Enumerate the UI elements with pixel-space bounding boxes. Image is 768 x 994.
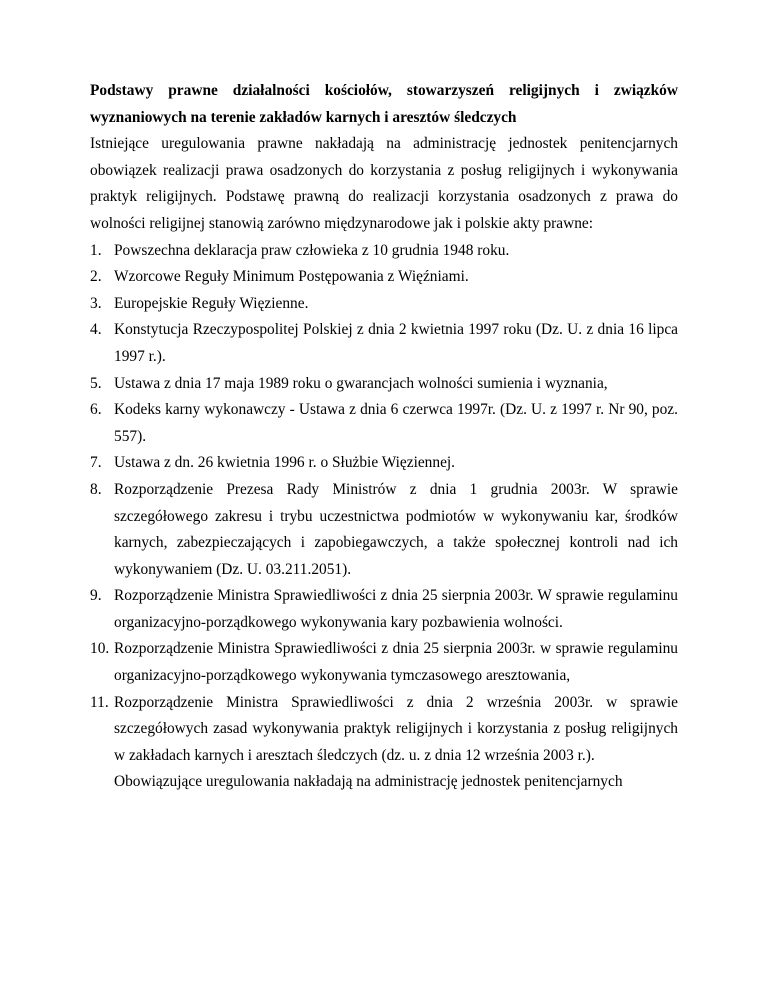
list-item-number: 6. [90, 401, 102, 419]
list-item [90, 690, 678, 770]
list-item [90, 317, 678, 370]
closing-paragraph: Obowiązujące uregulowania nakładają na administrację jednostek penitencjarnych [114, 773, 623, 791]
list-item-number: 3. [90, 294, 102, 312]
list-item-text: Ustawa z dnia 17 maja 1989 roku o gwarancjach wolności sumienia i wyznania, [114, 374, 608, 392]
list-item [90, 636, 678, 689]
list-item-number: 4. [90, 321, 102, 339]
list-item-text: Ustawa z dn. 26 kwietnia 1996 r. o Służbie Więziennej. [114, 454, 456, 472]
intro-paragraph: Istniejące uregulowania prawne nakładają na administrację jednostek penitencjarnych obowiązek realizacji prawa osadzonych do korzystania z posług religijnych i wykonywania praktyk religijnych. Podstawę prawną do realizacji korzystania osadzonych z prawa do wolności religijnej stanowią zarówno międzynarodowe jak i polskie akty prawne: [90, 135, 678, 232]
list-item-number: 8. [90, 480, 102, 498]
legal-acts-list [90, 238, 678, 770]
list-item-number: 9. [90, 587, 102, 605]
list-item-number: 7. [90, 454, 102, 472]
list-item-text: Wzorcowe Reguły Minimum Postępowania z Więźniami. [114, 268, 469, 286]
document-page [90, 78, 678, 796]
list-item-text: Rozporządzenie Ministra Sprawiedliwości z dnia 2 września 2003r. w sprawie szczegółowych zasad wykonywania praktyk religijnych i korzystania z posług religijnych w zakładach karnych i aresztach śledczych (dz. u. z dnia 12 września 2003 r.). [114, 693, 678, 764]
list-item-number: 11. [90, 693, 109, 711]
list-item-number: 1. [90, 241, 102, 259]
list-item [90, 450, 678, 477]
list-item-text: Rozporządzenie Ministra Sprawiedliwości z dnia 25 sierpnia 2003r. w sprawie regulaminu organizacyjno-porządkowego wykonywania tymczasowego aresztowania, [114, 640, 678, 685]
list-item-text: Rozporządzenie Prezesa Rady Ministrów z dnia 1 grudnia 2003r. W sprawie szczegółowego zakresu i trybu uczestnictwa podmiotów w wykonywaniu kar, środków karnych, zabezpieczających i zapobiegawczych, a także społecznej kontroli nad ich wykonywaniem (Dz. U. 03.211.2051). [114, 480, 678, 578]
document-heading: Podstawy prawne działalności kościołów, stowarzyszeń religijnych i związków wyznaniowych na terenie zakładów karnych i aresztów śledczych [90, 82, 678, 126]
list-item-number: 10. [90, 640, 110, 658]
list-item [90, 291, 678, 318]
list-item [90, 264, 678, 291]
list-item [90, 371, 678, 398]
list-item-number: 5. [90, 374, 102, 392]
list-item [90, 477, 678, 583]
list-item-text: Powszechna deklaracja praw człowieka z 10 grudnia 1948 roku. [114, 241, 510, 259]
list-item [90, 397, 678, 450]
list-item-text: Kodeks karny wykonawczy - Ustawa z dnia 6 czerwca 1997r. (Dz. U. z 1997 r. Nr 90, poz. 557). [114, 401, 678, 445]
list-item [90, 238, 678, 265]
list-item-number: 2. [90, 268, 102, 286]
list-item-text: Rozporządzenie Ministra Sprawiedliwości z dnia 25 sierpnia 2003r. W sprawie regulaminu organizacyjno-porządkowego wykonywania kary pozbawienia wolności. [114, 587, 678, 631]
list-item-text: Europejskie Reguły Więzienne. [114, 294, 309, 312]
list-item-text: Konstytucja Rzeczypospolitej Polskiej z dnia 2 kwietnia 1997 roku (Dz. U. z dnia 16 lipca 1997 r.). [114, 321, 678, 365]
list-item [90, 583, 678, 636]
